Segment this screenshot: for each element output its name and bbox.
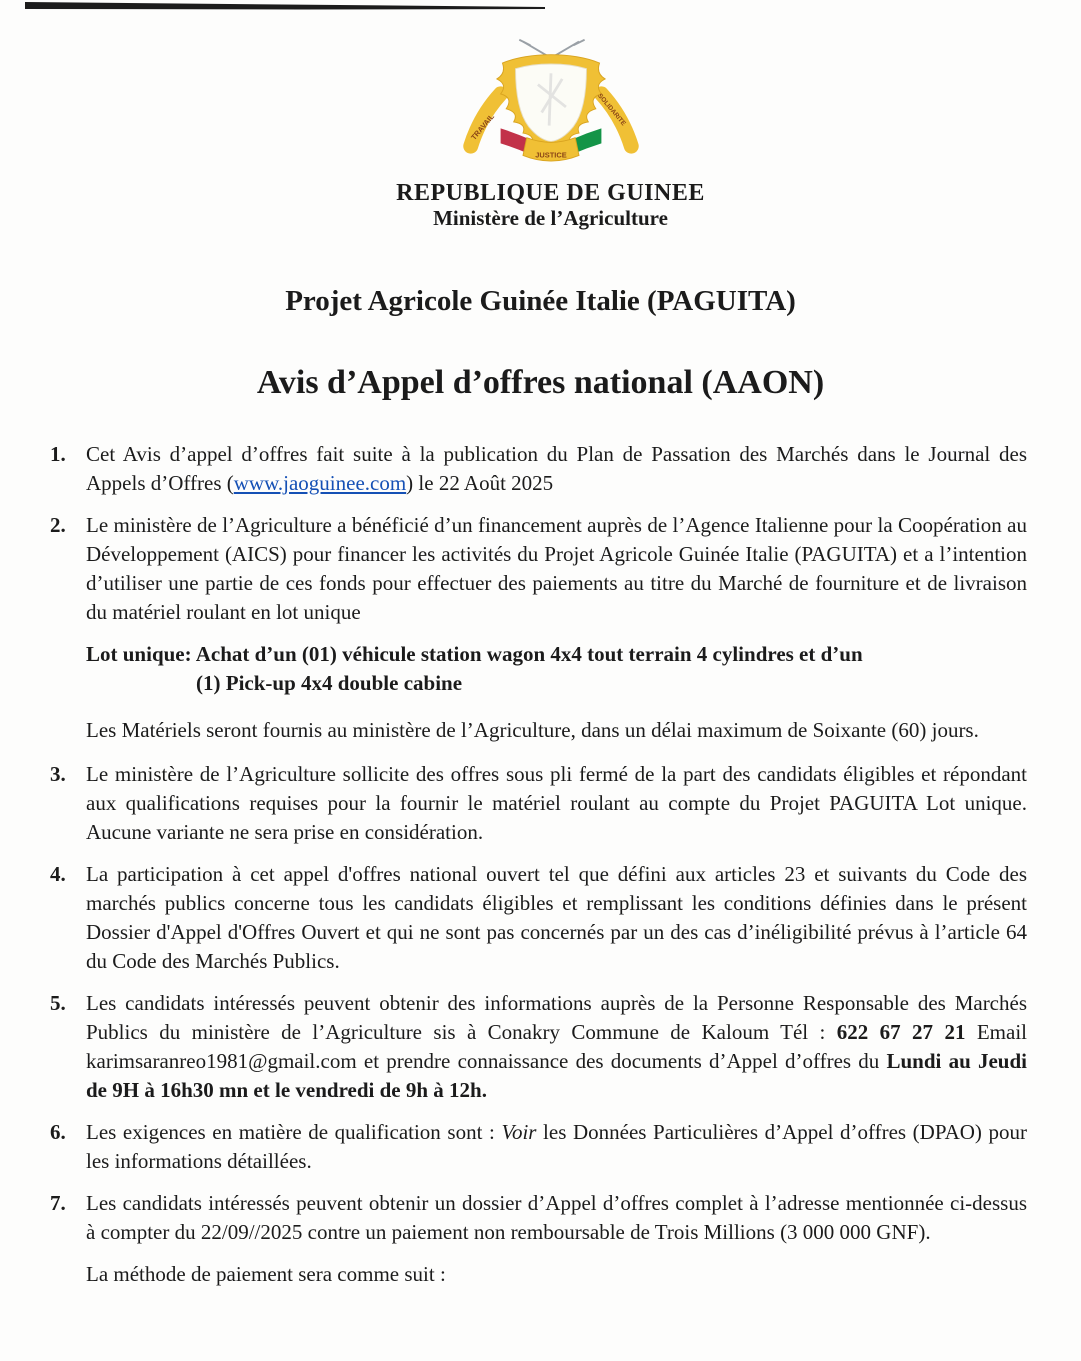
text-segment: Les exigences en matière de qualification sont : [86,1120,502,1144]
item-1 [50,440,1027,498]
project-title: Projet Agricole Guinée Italie (PAGUITA) [285,285,796,317]
item-4 [50,860,1027,976]
item-number: 4. [50,862,66,886]
text-segment: Lundi au Jeudi de 9H à 16h30 mn et le vendredi de 9h à 12h. [86,1049,1027,1102]
item-number: 5. [50,991,66,1015]
text-segment: 622 67 27 21 [836,1020,966,1044]
item-7 [50,1189,1027,1247]
paragraph-text [86,860,1027,976]
payment-method-note [86,1260,1027,1289]
paragraph-text [86,511,1027,627]
materials-note [86,716,1027,745]
text-segment: (1) Pick-up 4x4 double cabine [196,671,463,695]
text-segment: Lot unique: Achat d’un (01) véhicule station wagon 4x4 tout terrain 4 cylindres et d’un [86,642,863,666]
paragraph-text [86,716,1027,745]
paragraph-text [86,640,1027,698]
scan-artifact-line [0,0,560,12]
paragraph-text [86,1118,1027,1176]
guinea-coat-of-arms-icon [445,36,657,176]
text-segment: La méthode de paiement sera comme suit : [86,1262,446,1286]
text-segment: Le ministère de l’Agriculture sollicite des offres sous pli fermé de la part des candidats éligibles et répondant aux qualifications requises pour la fournir le matériel roulant au compte du Projet PAGUITA Lot unique. Aucune variante ne sera prise en considération. [86,762,1027,844]
text-segment: Les Matériels seront fournis au ministère de l’Agriculture, dans un délai maximum de Soixante (60) jours. [86,718,979,742]
item-number: 6. [50,1120,66,1144]
text-segment: Cet Avis d’appel d’offres fait suite à la publication du Plan de Passation des Marchés dans le Journal des Appels d’Offres ( [86,442,1027,495]
item-number: 3. [50,762,66,786]
text-segment: Les candidats intéressés peuvent obtenir un dossier d’Appel d’offres complet à l’adresse mentionnée ci-dessus à compter du 22/09//2025 contre un paiement non remboursable de Trois Millions (3 000 000 GNF). [86,1191,1027,1244]
item-number: 1. [50,442,66,466]
item-3 [50,760,1027,847]
paragraph-text [86,1189,1027,1247]
emblem-motto-left: TRAVAIL [468,112,496,142]
paragraph-text [86,760,1027,847]
item-number: 2. [50,513,66,537]
item-6 [50,1118,1027,1176]
paragraph-text [86,989,1027,1105]
item-5 [50,989,1027,1105]
text-segment: Voir [501,1120,537,1144]
emblem-motto-right: SOLIDARITE [595,92,627,128]
text-segment: Les candidats intéressés peuvent obtenir des informations auprès de la Personne Responsable des Marchés Publics du ministère de l’Agriculture sis à Conakry Commune de Kaloum Tél : [86,991,1027,1044]
paragraph-text [86,440,1027,498]
paragraph-list [0,440,1081,1289]
text-segment: ) le 22 Août 2025 [406,471,554,495]
text-segment: Email karimsaranreo1981@gmail.com et prendre connaissance des documents d’Appel d’offres du [86,1020,1027,1073]
ministry-name: Ministère de l’Agriculture [433,206,668,230]
coat-of-arms-svg [445,36,657,176]
paragraph-text [86,1260,1027,1289]
text-segment: Le ministère de l’Agriculture a bénéficié d’un financement auprès de l’Agence Italienne pour la Coopération au Développement (AICS) pour financer les activités du Projet Agricole Guinée Italie (PAGUITA) et a l’intention d’utiliser une partie de ces fonds pour effectuer des paiements au titre du Marché de fourniture et de livraison du matériel roulant en lot unique [86,513,1027,624]
item-2 [50,511,1027,627]
item-number: 7. [50,1191,66,1215]
text-segment: les Données Particulières d’Appel d’offres (DPAO) pour les informations détaillées. [86,1120,1027,1173]
website-link[interactable]: www.jaoguinee.com [233,471,407,495]
emblem-motto-center: JUSTICE [534,150,567,160]
lot-unique-heading [86,640,1027,698]
text-segment: La participation à cet appel d'offres national ouvert tel que défini aux articles 23 et suivants du Code des marchés publics concerne tous les candidats éligibles et remplissant les conditions définies dans le présent Dossier d'Appel d'Offres Ouvert et qui ne sont pas concernés par un des cas d’inéligibilité prévus à l’article 64 du Code des Marchés Publics. [86,862,1027,973]
country-name: REPUBLIQUE DE GUINEE [396,180,705,206]
document-header [10,36,1081,230]
notice-title: Avis d’Appel d’offres national (AAON) [256,364,825,401]
